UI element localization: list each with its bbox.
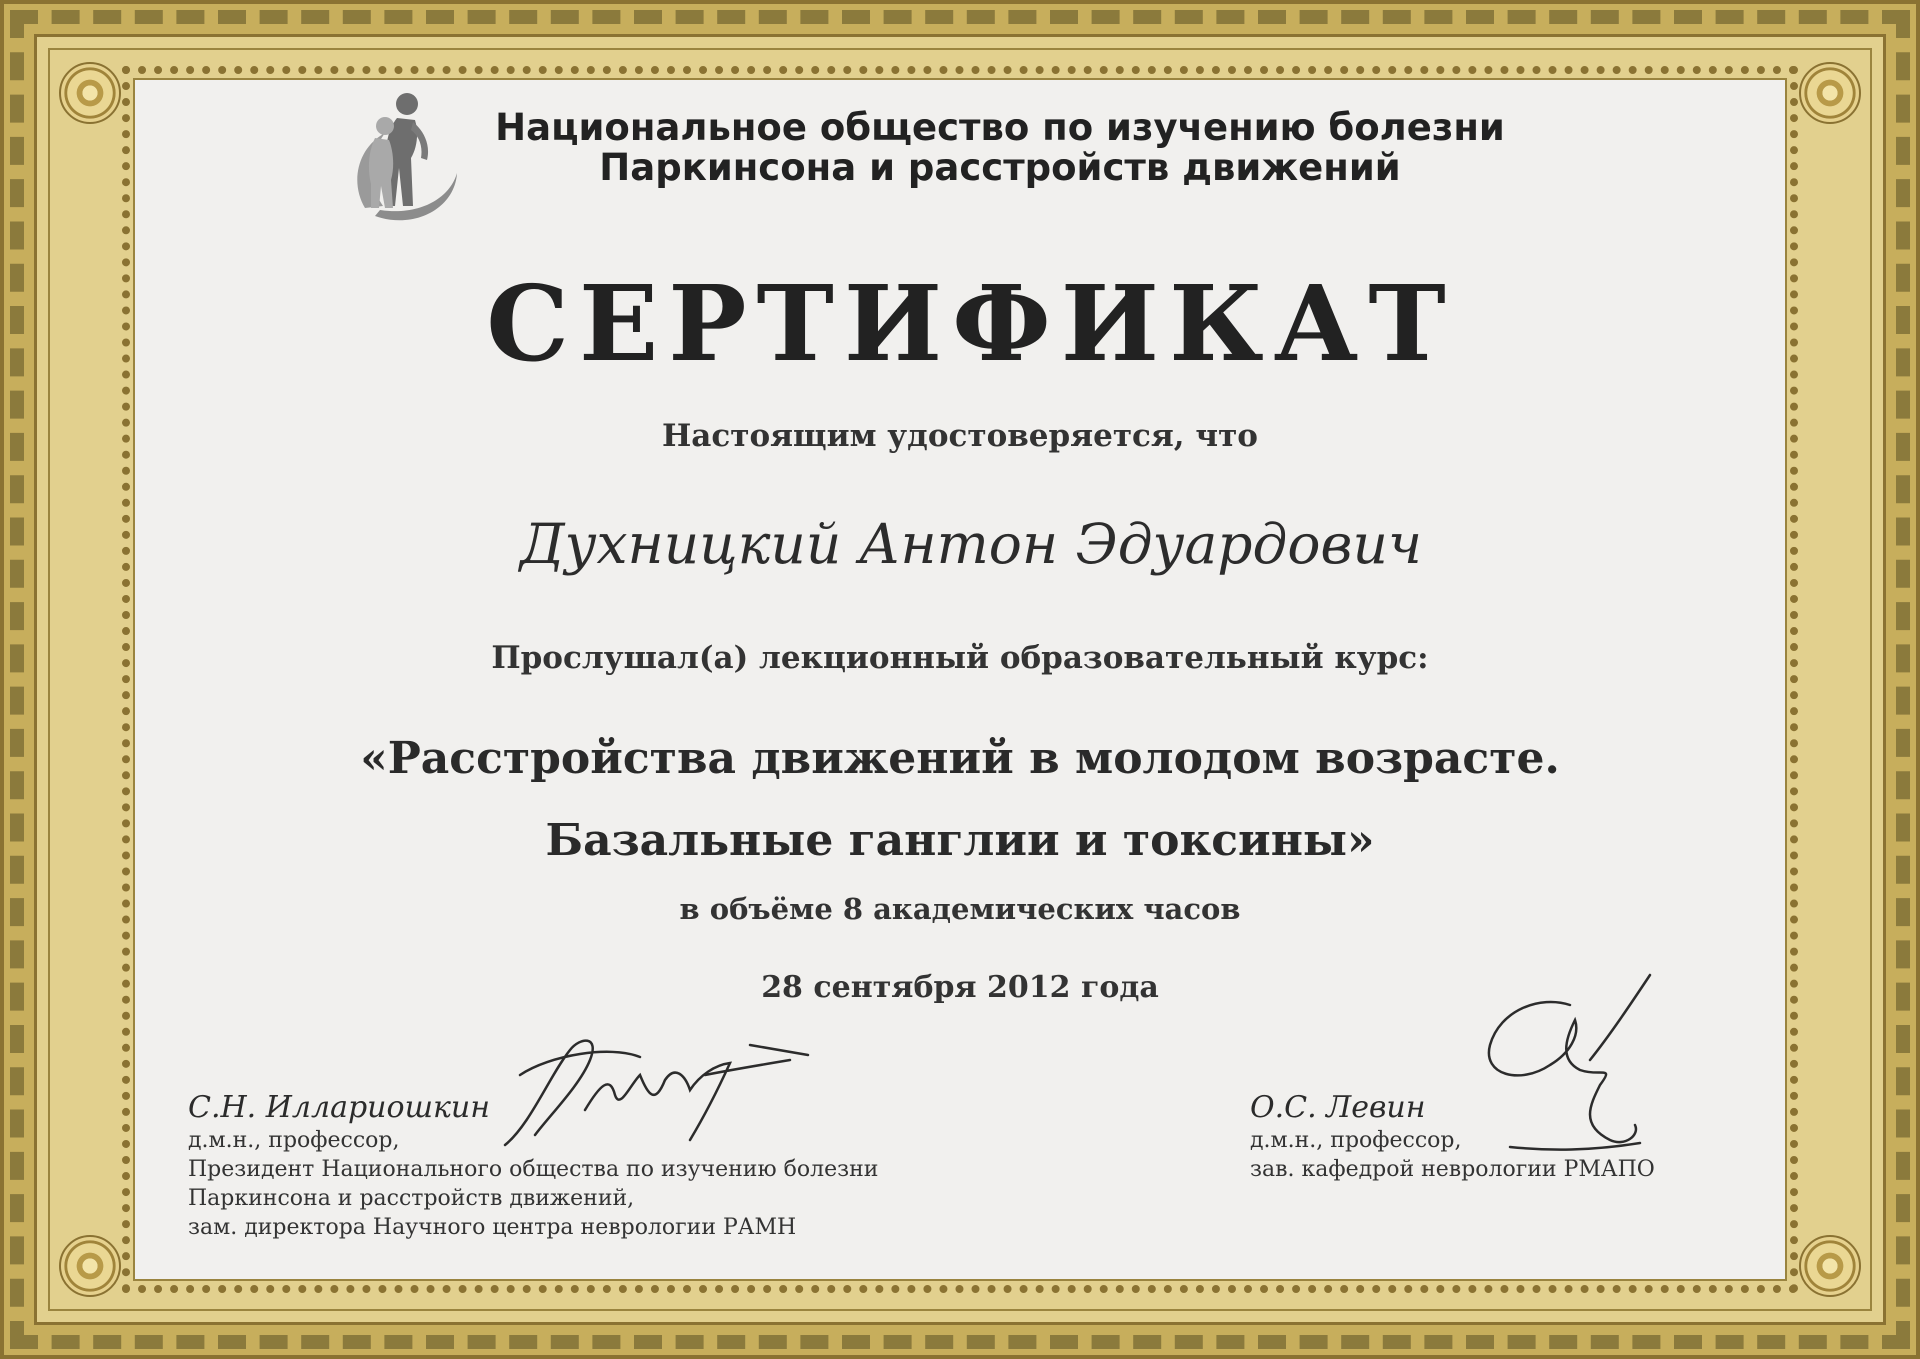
course-title-line2: Базальные ганглии и токсины» xyxy=(545,815,1375,866)
signer-left-line: Президент Национального общества по изучению болезни xyxy=(188,1157,879,1182)
signer-left-line: Паркинсона и расстройств движений, xyxy=(188,1186,635,1211)
corner-ornament-icon xyxy=(1799,1235,1861,1297)
signer-right-name: О.С. Левин xyxy=(1250,1090,1426,1125)
recipient-name: Духницкий Антон Эдуардович xyxy=(519,512,1423,576)
organization-name-line1: Национальное общество по изучению болезни xyxy=(495,106,1505,149)
course-hours: в объёме 8 академических часов xyxy=(679,892,1241,926)
corner-ornament-icon xyxy=(59,62,121,124)
course-intro: Прослушал(а) лекционный образовательный курс: xyxy=(491,640,1429,676)
signer-right xyxy=(1250,1090,1655,1184)
certify-text: Настоящим удостоверяется, что xyxy=(662,418,1258,454)
course-title xyxy=(0,718,1920,882)
certificate-date: 28 сентября 2012 года xyxy=(761,970,1159,1005)
corner-ornament-icon xyxy=(1799,62,1861,124)
signer-right-line: зав. кафедрой неврологии РМАПО xyxy=(1250,1157,1655,1182)
organization-name xyxy=(440,108,1560,188)
certificate-title: СЕРТИФИКАТ xyxy=(486,262,1456,385)
signer-left-name: С.Н. Иллариошкин xyxy=(188,1090,490,1125)
course-title-line1: «Расстройства движений в молодом возрасте. xyxy=(360,733,1560,784)
signer-left-line: д.м.н., профессор, xyxy=(188,1128,400,1153)
signer-left-line: зам. директора Научного центра неврологии РАМН xyxy=(188,1215,797,1240)
corner-ornament-icon xyxy=(59,1235,121,1297)
signer-right-line: д.м.н., профессор, xyxy=(1250,1128,1462,1153)
signer-left xyxy=(188,1090,878,1242)
organization-name-line2: Паркинсона и расстройств движений xyxy=(599,146,1401,189)
